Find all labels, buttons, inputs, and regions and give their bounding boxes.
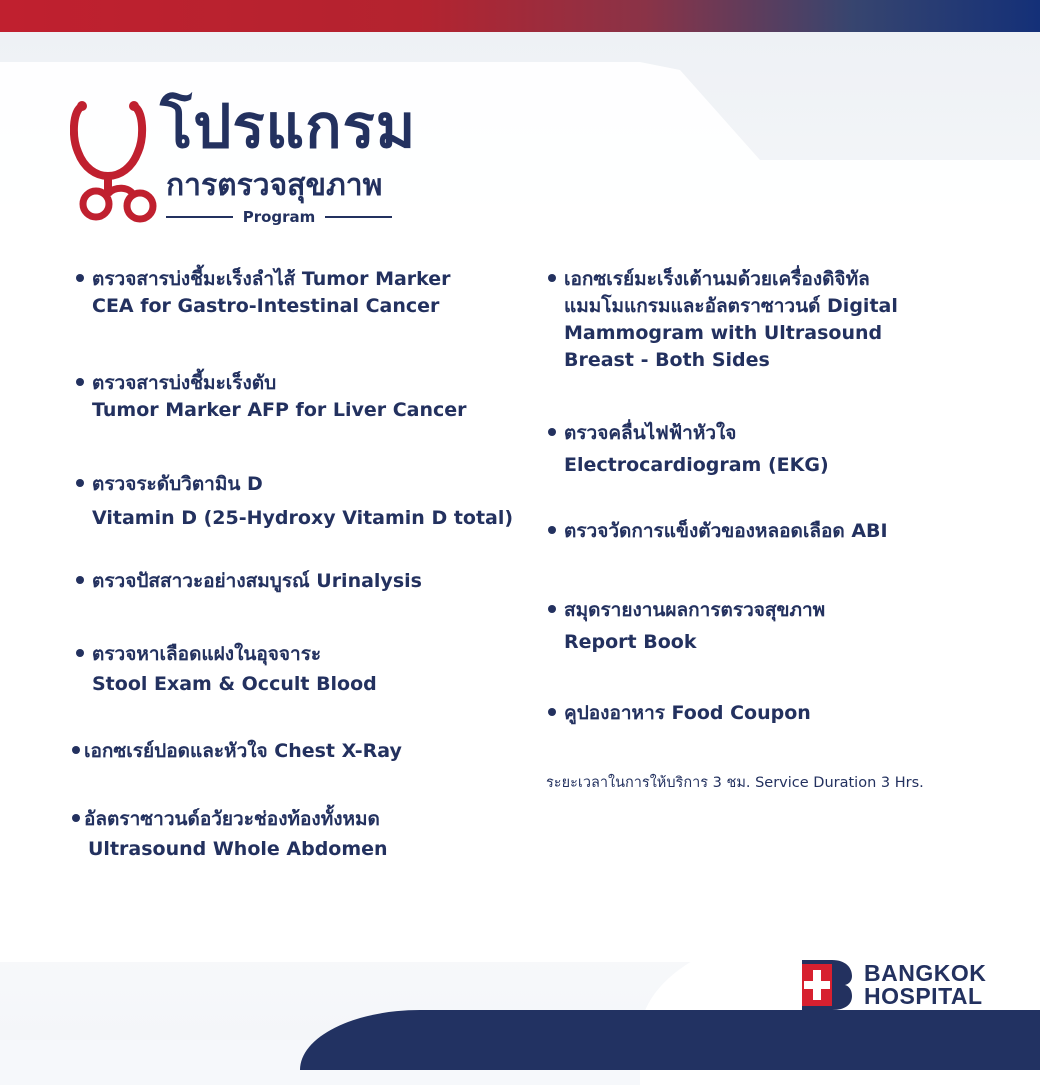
- list-item: [76, 639, 377, 699]
- list-item: [548, 266, 898, 374]
- hospital-cross-icon: [802, 960, 852, 1010]
- divider-left: [166, 216, 233, 218]
- list-item: [548, 700, 811, 727]
- item-title: ตรวจคลื่นไฟฟ้าหัวใจ: [564, 422, 737, 444]
- logo-line-1: BANGKOK: [864, 960, 987, 986]
- bullet-icon: [76, 649, 84, 657]
- page-subtitle: การตรวจสุขภาพ: [166, 168, 383, 203]
- logo-text: [864, 962, 986, 1008]
- list-item: [76, 467, 513, 535]
- item-title: เอกซเรย์มะเร็งเต้านมด้วยเครื่องดิจิทัล: [564, 268, 870, 290]
- bangkok-hospital-logo: [802, 960, 986, 1010]
- list-item: [548, 417, 829, 481]
- bullet-icon: [548, 428, 556, 436]
- list-item: [548, 594, 825, 658]
- top-gradient-bar: [0, 0, 1040, 32]
- item-subtitle: Breast - Both Sides: [564, 349, 770, 371]
- item-title: สมุดรายงานผลการตรวจสุขภาพ: [564, 599, 826, 621]
- item-subtitle: แมมโมแกรมและอัลตราซาวนด์ Digital: [564, 295, 898, 317]
- divider-right: [325, 216, 392, 218]
- bullet-icon: [72, 814, 80, 822]
- item-subtitle: Electrocardiogram (EKG): [564, 454, 829, 476]
- bullet-icon: [76, 274, 84, 282]
- bullet-icon: [76, 378, 84, 386]
- list-item: [76, 370, 467, 424]
- service-duration: ระยะเวลาในการให้บริการ 3 ชม. Service Duration 3 Hrs.: [546, 775, 924, 791]
- page-title: โปรแกรม: [160, 92, 417, 162]
- bullet-icon: [76, 479, 84, 487]
- item-title: อัลตราซาวนด์อวัยวะช่องท้องทั้งหมด: [84, 808, 380, 830]
- item-title: ตรวจสารบ่งชี้มะเร็งลำไส้ Tumor Marker: [92, 268, 451, 290]
- bullet-icon: [72, 746, 80, 754]
- bullet-icon: [548, 526, 556, 534]
- item-title: ตรวจสารบ่งชี้มะเร็งตับ: [92, 372, 277, 394]
- stethoscope-icon: [70, 98, 166, 226]
- bullet-icon: [76, 576, 84, 584]
- list-item: [548, 518, 888, 545]
- list-item: [76, 266, 451, 320]
- item-title: ตรวจวัดการแข็งตัวของหลอดเลือด ABI: [564, 520, 888, 542]
- bullet-icon: [548, 708, 556, 716]
- bullet-icon: [548, 274, 556, 282]
- item-title: ตรวจหาเลือดแฝงในอุจจาระ: [92, 643, 322, 665]
- item-title: เอกซเรย์ปอดและหัวใจ Chest X-Ray: [84, 740, 402, 762]
- list-item: [76, 568, 422, 595]
- program-label: [166, 208, 392, 226]
- item-subtitle: Report Book: [564, 631, 697, 653]
- item-subtitle: CEA for Gastro-Intestinal Cancer: [92, 295, 440, 317]
- bullet-icon: [548, 605, 556, 613]
- list-item: [72, 738, 402, 765]
- item-title: คูปองอาหาร Food Coupon: [564, 702, 811, 724]
- program-text: Program: [242, 208, 316, 226]
- item-subtitle: Tumor Marker AFP for Liver Cancer: [92, 399, 467, 421]
- item-subtitle: Ultrasound Whole Abdomen: [88, 838, 388, 860]
- bottom-navy-wave: [300, 1010, 1040, 1070]
- item-subtitle: Vitamin D (25-Hydroxy Vitamin D total): [92, 507, 514, 529]
- logo-line-2: HOSPITAL: [864, 983, 983, 1009]
- item-title: ตรวจปัสสาวะอย่างสมบูรณ์ Urinalysis: [92, 570, 422, 592]
- item-subtitle: Stool Exam & Occult Blood: [92, 673, 377, 695]
- item-title: ตรวจระดับวิตามิน D: [92, 473, 263, 495]
- item-subtitle: Mammogram with Ultrasound: [564, 322, 883, 344]
- list-item: [72, 804, 388, 864]
